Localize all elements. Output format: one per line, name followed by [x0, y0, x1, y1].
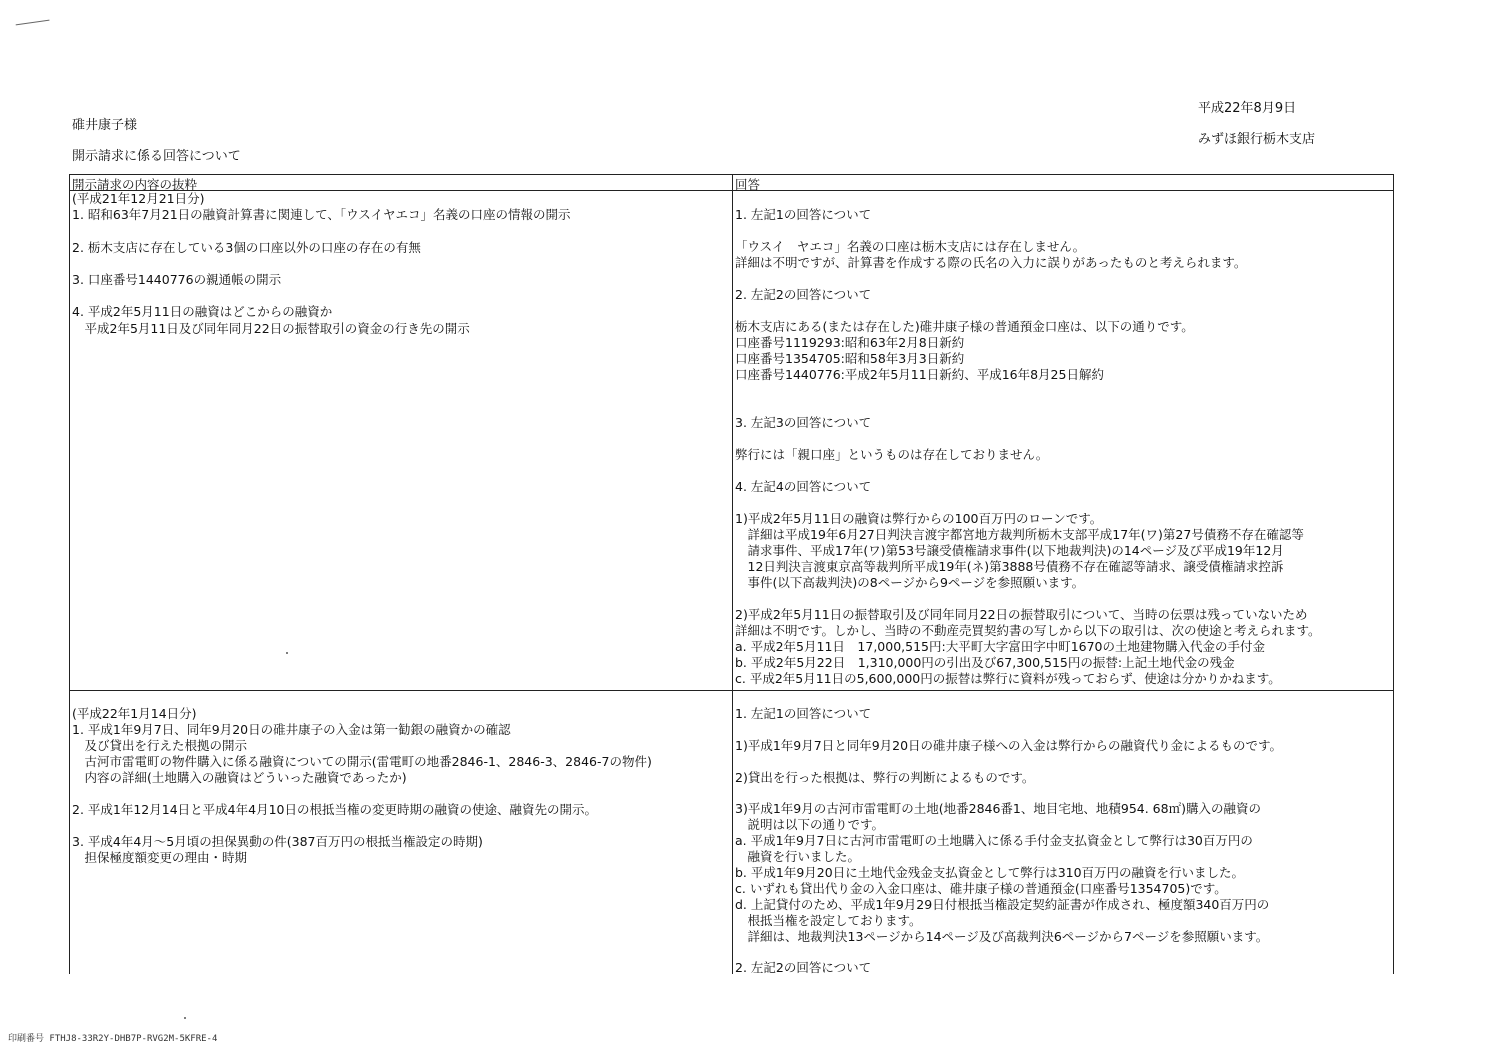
- print-id-footer: 印刷番号 FTHJ8-33R2Y-DHB7P-RVG2M-5KFRE-4: [8, 1034, 218, 1044]
- cell-line: 及び貸出を行えた根拠の開示: [72, 738, 248, 753]
- cell-line: c. 平成2年5月11日の5,600,000円の振替は弊行に資料が残っておらず、使途は分かりかねます。: [735, 671, 1281, 686]
- cell-line: 2)平成2年5月11日の振替取引及び同年同月22日の振替取引について、当時の伝票は残っていないため: [735, 607, 1308, 622]
- table-left-border: [69, 174, 70, 974]
- cell-line: 詳細は平成19年6月27日判決言渡宇都宮地方裁判所栃木支部平成17年(ワ)第27号債務不存在確認等: [735, 527, 1304, 542]
- scan-speck: [184, 1017, 186, 1019]
- cell-line: 12日判決言渡東京高等裁判所平成19年(ネ)第3888号債務不存在確認等請求、譲受債権請求控訴: [735, 559, 1284, 574]
- cell-line: 3)平成1年9月の古河市雷電町の土地(地番2846番1、地目宅地、地積954. 68㎡)購入の融資の: [735, 801, 1261, 817]
- cell-line: 2. 左記2の回答について: [735, 287, 872, 302]
- document-date: 平成22年8月9日: [1198, 101, 1297, 116]
- cell-line: 1)平成2年5月11日の融資は弊行からの100百万円のローンです。: [735, 511, 1103, 526]
- cell-line: 詳細は不明ですが、計算書を作成する際の氏名の入力に誤りがあったものと考えられます。: [735, 255, 1247, 270]
- cell-line: 詳細は不明です。しかし、当時の不動産売買契約書の写しから以下の取引は、次の使途と考えられます。: [735, 623, 1321, 638]
- cell-line: 4. 平成2年5月11日の融資はどこからの融資か: [72, 304, 333, 320]
- cell-line: 1. 左記1の回答について: [735, 207, 872, 222]
- cell-line: 3. 平成4年4月～5月頃の担保異動の件(387百万円の根抵当権設定の時期): [72, 834, 483, 849]
- cell-line: 2. 栃木支店に存在している3個の口座以外の口座の存在の有無: [72, 239, 421, 255]
- cell-line: 3. 口座番号1440776の親通帳の開示: [72, 272, 282, 287]
- column-header-request: 開示請求の内容の抜粋: [72, 177, 198, 192]
- cell-line: 根抵当権を設定しております。: [735, 912, 922, 928]
- cell-line: 「ウスイ ヤエコ」名義の口座は栃木支店には存在しません。: [735, 239, 1086, 254]
- cell-line: 古河市雷電町の物件購入に係る融資についての開示(雷電町の地番2846-1、2846-3、2846-7の物件): [72, 754, 652, 769]
- document-subject: 開示請求に係る回答について: [72, 149, 241, 164]
- cell-line: (平成21年12月21日分): [72, 191, 205, 206]
- cell-line: 1)平成1年9月7日と同年9月20日の碓井康子様への入金は弊行からの融資代り金によるものです。: [735, 737, 1283, 753]
- cell-line: 4. 左記4の回答について: [735, 479, 872, 494]
- scan-speck: [286, 652, 288, 654]
- cell-line: b. 平成2年5月22日 1,310,000円の引出及び67,300,515円の振替:上記土地代金の残金: [735, 655, 1235, 670]
- cell-line: 口座番号1119293:昭和63年2月8日新約: [735, 335, 965, 350]
- table-right-border: [1393, 174, 1394, 974]
- cell-line: 2)貸出を行った根拠は、弊行の判断によるものです。: [735, 769, 1035, 785]
- cell-line: c. いずれも貸出代り金の入金口座は、碓井康子様の普通預金(口座番号1354705)です。: [735, 880, 1227, 896]
- cell-line: d. 上記貸付のため、平成1年9月29日付根抵当権設定契約証書が作成され、極度額340百万円の: [735, 896, 1270, 912]
- cell-line: 2. 平成1年12月14日と平成4年4月10日の根抵当権の変更時期の融資の使途、融資先の開示。: [72, 802, 597, 817]
- cell-line: 説明は以下の通りです。: [735, 817, 885, 833]
- cell-line: 請求事件、平成17年(ワ)第53号譲受債権請求事件(以下地裁判決)の14ページ及び平成19年12月: [735, 543, 1284, 558]
- cell-line: 口座番号1354705:昭和58年3月3日新約: [735, 351, 965, 366]
- cell-line: 2. 左記2の回答について: [735, 960, 872, 976]
- cell-line: 事件(以下高裁判決)の8ページから9ページを参照願います。: [735, 575, 1085, 590]
- cell-line: 内容の詳細(土地購入の融資はどういった融資であったか): [72, 770, 407, 785]
- cell-line: 口座番号1440776:平成2年5月11日新約、平成16年8月25日解約: [735, 367, 1104, 382]
- column-header-answer: 回答: [735, 177, 761, 192]
- table-column-divider: [732, 174, 733, 974]
- cell-line: 詳細は、地裁判決13ページから14ページ及び高裁判決6ページから7ページを参照願います。: [735, 928, 1269, 944]
- cell-line: 1. 平成1年9月7日、同年9月20日の碓井康子の入金は第一勧銀の融資かの確認: [72, 722, 511, 737]
- cell-line: 融資を行いました。: [735, 849, 861, 864]
- cell-line: a. 平成1年9月7日に古河市雷電町の土地購入に係る手付金支払資金として弊行は30百万円の: [735, 833, 1253, 849]
- cell-line: (平成22年1月14日分): [72, 706, 197, 721]
- sender-branch: みずほ銀行栃木支店: [1198, 132, 1316, 147]
- cell-line: b. 平成1年9月20日に土地代金残金支払資金として弊行は310百万円の融資を行いました。: [735, 864, 1245, 880]
- recipient-name: 碓井康子様: [72, 118, 138, 133]
- cell-line: 栃木支店にある(または存在した)碓井康子様の普通預金口座は、以下の通りです。: [735, 319, 1194, 334]
- cell-line: 1. 左記1の回答について: [735, 705, 872, 721]
- cell-line: 弊行には「親口座」というものは存在しておりません。: [735, 447, 1049, 462]
- cell-line: 1. 昭和63年7月21日の融資計算書に関連して、「ウスイヤエコ」名義の口座の情報の開示: [72, 207, 571, 223]
- cell-line: 担保極度額変更の理由・時期: [72, 850, 248, 865]
- cell-line: a. 平成2年5月11日 17,000,515円:大平町大字富田字中町1670の土地建物購入代金の手付金: [735, 639, 1266, 654]
- scan-mark: [16, 20, 51, 32]
- cell-line: 平成2年5月11日及び同年同月22日の振替取引の資金の行き先の開示: [72, 320, 470, 336]
- cell-line: 3. 左記3の回答について: [735, 415, 872, 430]
